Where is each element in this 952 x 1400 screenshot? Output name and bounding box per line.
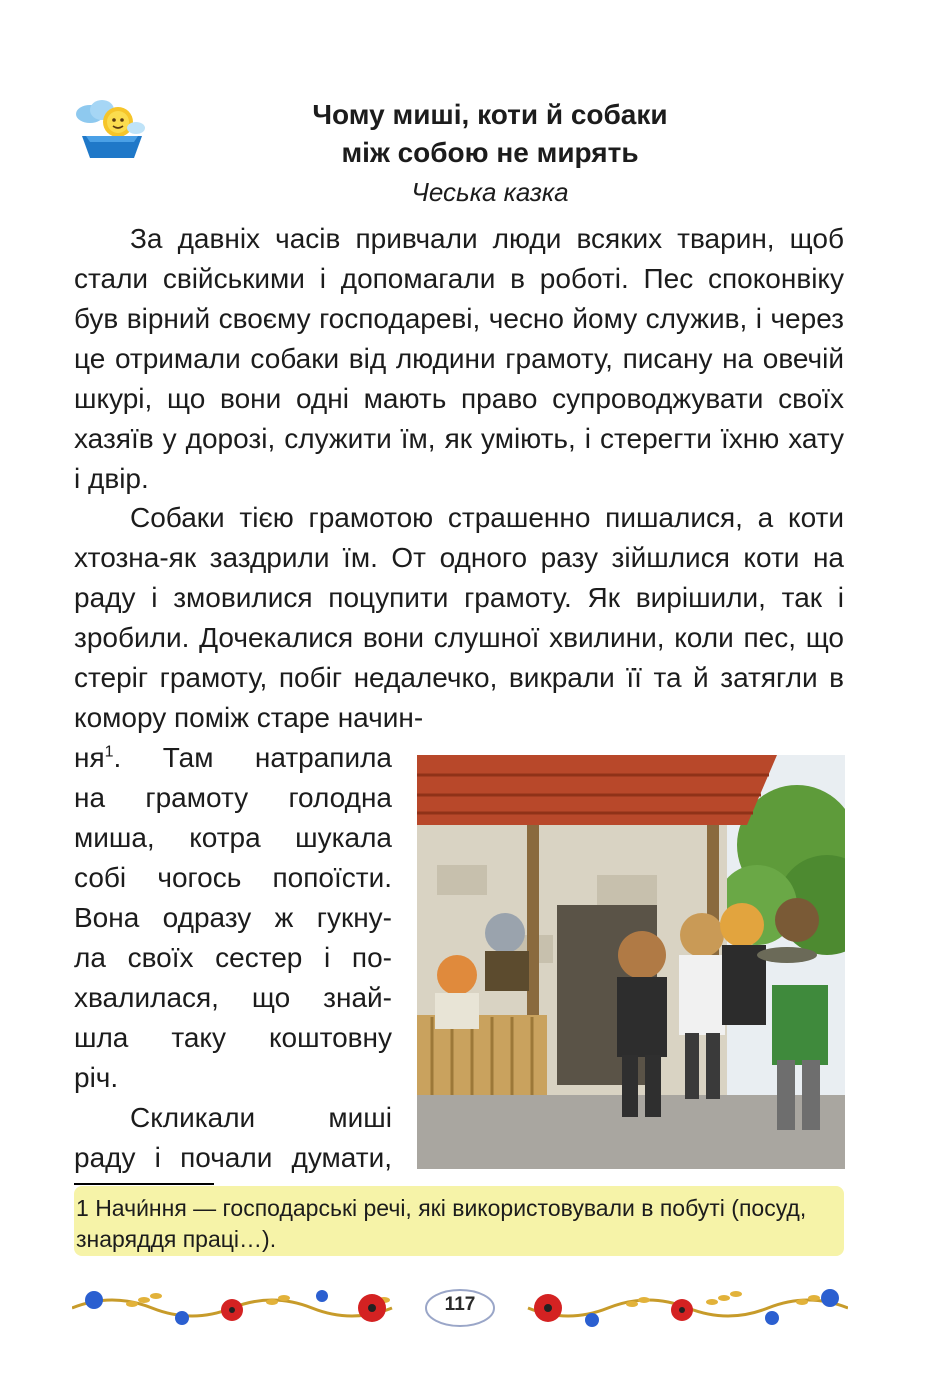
column-line: Скликали миші [130,1102,392,1133]
footnote-rule [74,1183,214,1185]
paragraph-2-text: Собаки тією грамотою страшенно пишалися, а коти хтозна-як заздрили їм. От одного разу зійшлися коти на раду і змовилися поцупити грамоту. Як вирішили, так і зробили. Дочекалися вони слушної хвилини, коли пес, що стеріг грамоту, побіг недалечко, викрали її та й затягли в комору поміж старе начин- [74,502,844,733]
column-line: раду і почали думати, [74,1142,392,1173]
footnote [74,1186,844,1256]
sun-cloud-book-icon [72,98,150,160]
footnote-ref: 1 [104,743,114,761]
page-title-line-2: між собою не мирять [341,137,639,168]
column-line: миша, котра шукала [74,822,392,853]
page-number: 117 [444,1294,476,1315]
column-line: Вона одразу ж гукну- [74,902,392,933]
column-line: ла своїх сестер і по- [74,942,392,973]
column-line: хвалилася, що знай- [74,982,392,1013]
footnote-text: Начи́ння — господарські речі, які використовували в побуті (посуд, знаряддя праці…). [76,1195,807,1252]
paragraph-1 [74,219,844,499]
footnote-number: 1 [76,1195,89,1221]
paragraph-2 [74,498,844,738]
column-line: шла таку коштовну [74,1022,392,1053]
paragraph-1-text: За давніх часів привчали люди всяких тварин, щоб стали свійськими і допомагали в роботі. Пес споконвіку був вірний своєму господареві, чесно йому служив, і через це отримали собаки від людини грамоту, писану на овечій шкурі, що вони одні мають право супроводжувати своїх хазяїв у дорозі, служити їм, як уміють, і стерегти їхню хату і двір. [74,223,844,494]
column-line: річ. [74,1062,119,1093]
subtitle: Чеська казка [411,177,569,207]
column-line: собі чогось попоїсти. [74,862,392,893]
text-column [74,738,392,1178]
column-line: на грамоту голодна [74,782,392,813]
page-title-line-1: Чому миші, коти й собаки [312,99,668,130]
column-line: $ня^1$. Там натрапила [74,742,392,773]
cats-and-dogs-illustration [417,755,845,1169]
